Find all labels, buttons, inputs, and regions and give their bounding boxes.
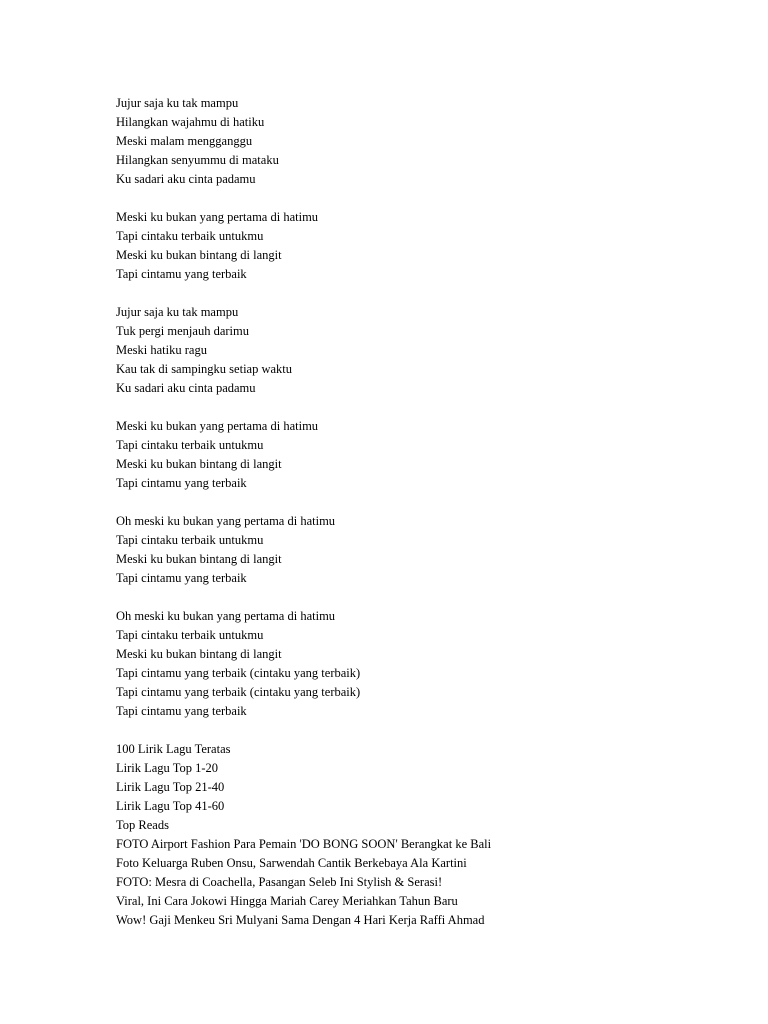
lyrics-stanza-2 (116, 208, 736, 284)
lyric-line: Tapi cintaku terbaik untukmu (116, 229, 264, 243)
lyric-line: Meski ku bukan bintang di langit (116, 248, 282, 262)
lyric-line: Tapi cintamu yang terbaik (116, 571, 247, 585)
lyric-line: Meski hatiku ragu (116, 343, 207, 357)
lyric-line: Tapi cintaku terbaik untukmu (116, 438, 264, 452)
lyric-line: Meski malam mengganggu (116, 134, 253, 148)
lyric-line: Ku sadari aku cinta padamu (116, 381, 256, 395)
lyric-line: Ku sadari aku cinta padamu (116, 172, 256, 186)
lyrics-stanza-3 (116, 303, 736, 398)
article-link[interactable]: FOTO: Mesra di Coachella, Pasangan Seleb Ini Stylish & Serasi! (116, 875, 443, 889)
lyric-line: Oh meski ku bukan yang pertama di hatimu (116, 609, 336, 623)
related-links (116, 740, 736, 930)
lyric-line: Jujur saja ku tak mampu (116, 96, 239, 110)
lyric-line: Meski ku bukan bintang di langit (116, 647, 282, 661)
article-link[interactable]: Wow! Gaji Menkeu Sri Mulyani Sama Dengan 4 Hari Kerja Raffi Ahmad (116, 913, 485, 927)
lyric-line: Tapi cintamu yang terbaik (116, 704, 247, 718)
lyric-line: Jujur saja ku tak mampu (116, 305, 239, 319)
lyric-line: Meski ku bukan bintang di langit (116, 552, 282, 566)
lyric-line: Meski ku bukan yang pertama di hatimu (116, 210, 319, 224)
lyric-line: Tapi cintamu yang terbaik (cintaku yang terbaik) (116, 666, 361, 680)
article-link[interactable]: Viral, Ini Cara Jokowi Hingga Mariah Carey Meriahkan Tahun Baru (116, 894, 458, 908)
lyric-line: Hilangkan wajahmu di hatiku (116, 115, 265, 129)
lyric-line: Tapi cintamu yang terbaik (116, 267, 247, 281)
lyric-line: Kau tak di sampingku setiap waktu (116, 362, 293, 376)
lyric-line: Tapi cintaku terbaik untukmu (116, 533, 264, 547)
lyric-line: Tuk pergi menjauh darimu (116, 324, 249, 338)
lyrics-stanza-5 (116, 512, 736, 588)
top-21-40-link[interactable]: Lirik Lagu Top 21-40 (116, 780, 225, 794)
article-link[interactable]: FOTO Airport Fashion Para Pemain 'DO BONG SOON' Berangkat ke Bali (116, 837, 492, 851)
top-41-60-link[interactable]: Lirik Lagu Top 41-60 (116, 799, 225, 813)
lyric-line: Tapi cintamu yang terbaik (cintaku yang terbaik) (116, 685, 361, 699)
lyric-line: Meski ku bukan yang pertama di hatimu (116, 419, 319, 433)
lyrics-content (116, 94, 736, 949)
lyrics-stanza-6 (116, 607, 736, 721)
top-reads-heading: Top Reads (116, 818, 169, 832)
lyrics-stanza-1 (116, 94, 736, 189)
lyrics-stanza-4 (116, 417, 736, 493)
lyric-line: Oh meski ku bukan yang pertama di hatimu (116, 514, 336, 528)
lyric-line: Tapi cintaku terbaik untukmu (116, 628, 264, 642)
article-link[interactable]: Foto Keluarga Ruben Onsu, Sarwendah Cantik Berkebaya Ala Kartini (116, 856, 467, 870)
lyric-line: Hilangkan senyummu di mataku (116, 153, 279, 167)
top-lyrics-heading[interactable]: 100 Lirik Lagu Teratas (116, 742, 231, 756)
top-1-20-link[interactable]: Lirik Lagu Top 1-20 (116, 761, 219, 775)
lyric-line: Meski ku bukan bintang di langit (116, 457, 282, 471)
lyric-line: Tapi cintamu yang terbaik (116, 476, 247, 490)
